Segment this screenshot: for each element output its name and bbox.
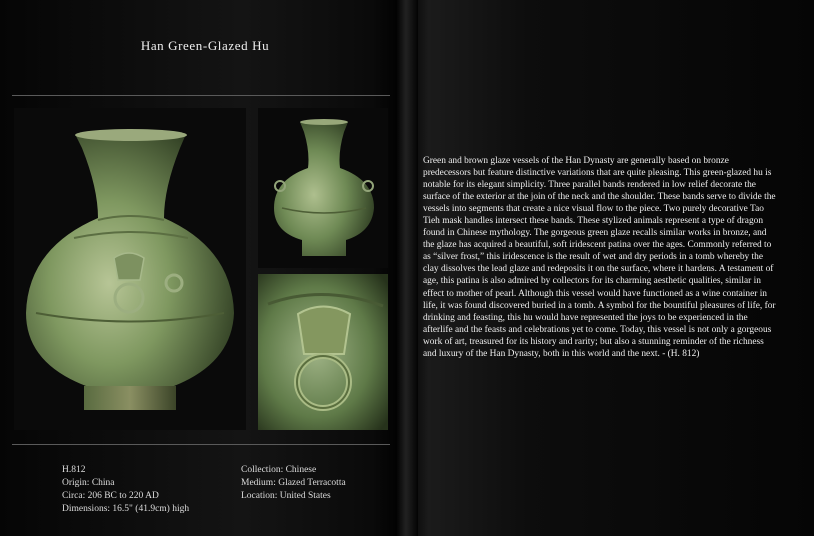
location: Location: United States — [241, 491, 331, 501]
origin: Origin: China — [62, 478, 115, 488]
page-title: Han Green-Glazed Hu — [140, 38, 270, 53]
main-vase-photo — [14, 108, 246, 430]
bottom-divider — [12, 444, 390, 445]
details-right — [241, 464, 346, 503]
item-number: H.812 — [62, 465, 86, 475]
vase-small-illustration — [258, 108, 388, 268]
description-text: Green and brown glaze vessels of the Han Dynasty are generally based on bronze predecessors but feature distinctive variations that are quite pleasing. This green-glazed hu is notable for its elegant simplicity. Three parallel bands rendered in low relief decorate the surface of the exterior at the join of the neck and the shoulder. These bands serve to divide the vessels into segments that create a nice visual flow to the piece. Two purely decorative Tao Tieh mask handles intersect these bands. These stylized animals represent a type of dragon found in Chinese mythology. The gorgeous green glaze recalls similar works in bronze, and the glaze has acquired a beautiful, soft iridescent patina over the ages. Commonly referred to as “silver frost,” this iridescence is the result of wet and dry periods in a tomb whereby the clay dissolves the lead glaze and redeposits it on the surface, where it hardens. A testament of age, this patina is also admired by collectors for its charming aesthetic qualities, similar in effect to mother of pearl. Although this vessel would have functioned as a wine container in life, it was found discovered buried in a tomb. A symbol for the bountiful pleasures of life, for drinking and feasting, this hu would have represented the joys to be experienced in the afterlife and the feasts and celebrations yet to come. Today, this vessel is not only a gorgeous work of art, treasured for its history and rarity; but also a stunning reminder of the richness and luxury of the Han Dynasty, both in this world and the next. - (H. 812) — [423, 156, 776, 359]
top-divider — [12, 95, 390, 96]
collection: Collection: Chinese — [241, 465, 317, 475]
medium: Medium: Glazed Terracotta — [241, 478, 346, 488]
details-left — [62, 464, 189, 516]
full-view-photo — [258, 108, 388, 268]
book-spine — [396, 0, 418, 536]
mask-handle-illustration — [258, 274, 388, 430]
handle-detail-photo — [258, 274, 388, 430]
dimensions: Dimensions: 16.5" (41.9cm) high — [62, 504, 190, 514]
vase-main-illustration — [14, 108, 246, 430]
circa: Circa: 206 BC to 220 AD — [62, 491, 159, 501]
